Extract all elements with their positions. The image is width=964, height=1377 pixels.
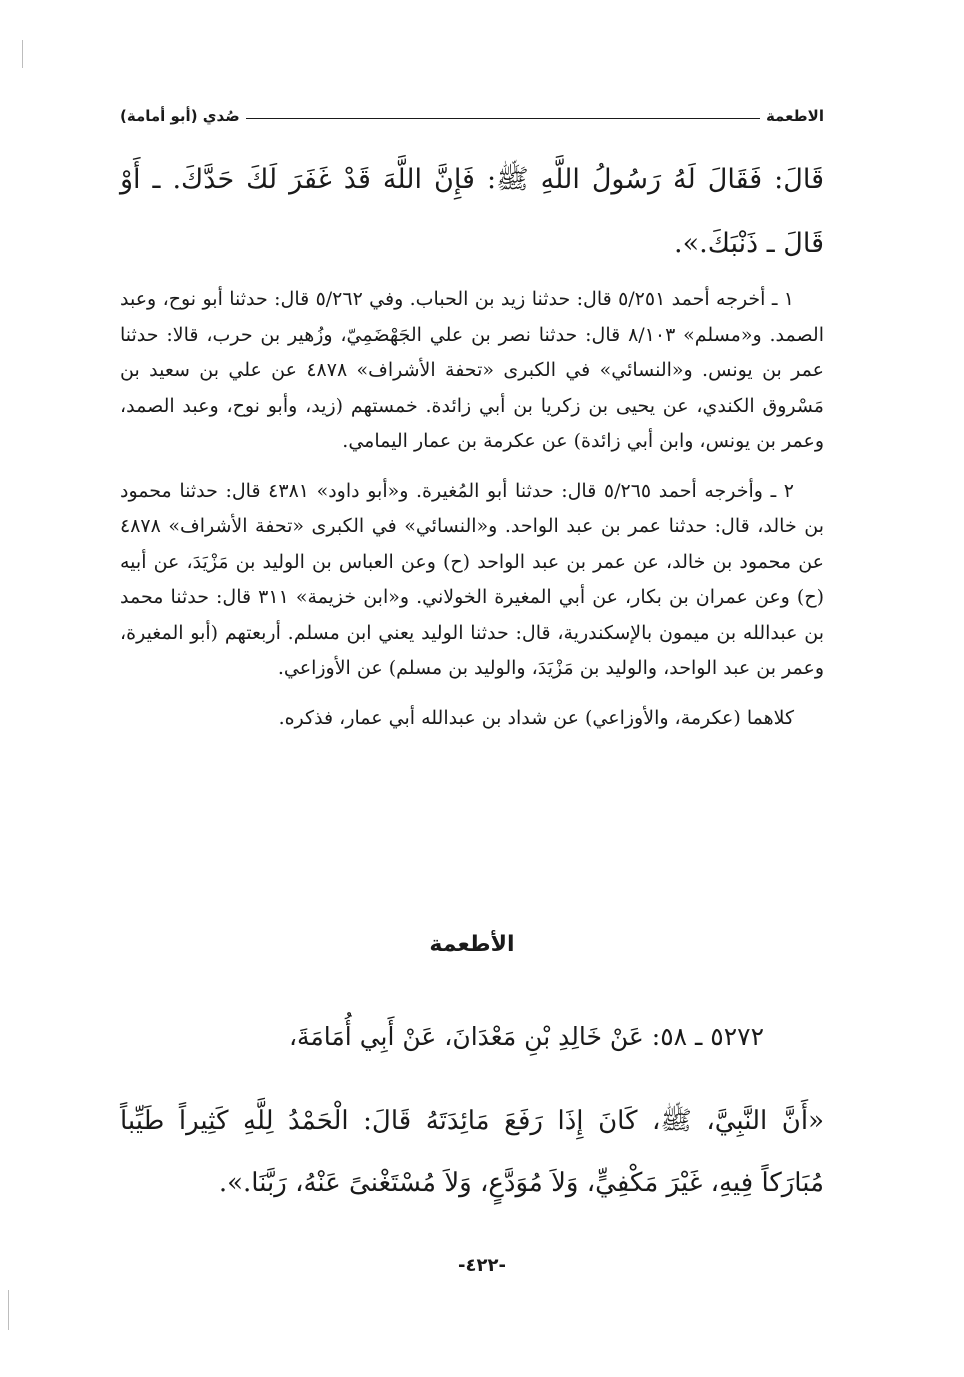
hadith-text: «أَنَّ النَّبِيَّ، ﷺ، كَانَ إِذَا رَفَعَ مَائِدَتَهُ قَالَ: الْحَمْدُ لِلَّهِ كَثِيراً طَيِّباً مُبَارَكاً فِيهِ، غَيْرَ مَكْفِيٍّ، وَلاَ مُوَدَّعٍ، وَلاَ مُسْتَغْنىً عَنْهُ، رَبَّنَا.». xyxy=(120,1106,824,1198)
scan-edge-mark xyxy=(22,40,23,68)
hadith-continuation: قَالَ: فَقَالَ لَهُ رَسُولُ اللَّهِ ﷺ: فَإِنَّ اللَّهَ قَدْ غَفَرَ لَكَ حَدَّكَ. ـ أَوْ قَالَ ـ ذَنْبَكَ.». xyxy=(120,164,824,259)
footnote-2: ٢ ـ وأخرجه أحمد ٥/٢٦٥ قال: حدثنا أبو المُغيرة. و«أبو داود» ٤٣٨١ قال: حدثنا محمود بن خالد، قال: حدثنا عمر بن عبد الواحد. و«النسائي» في الكبرى «تحفة الأشراف» ٤٨٧٨ عن محمود بن خالد، عن عمر بن عبد الواحد (ح) وعن العباس بن الوليد بن مَزْيَدَ، عن أبيه (ح) وعن عمران بن بكار، عن أبي المغيرة الخولاني. و«ابن خزيمة» ٣١١ قال: حدثنا محمد بن عبدالله بن ميمون بالإسكندرية، قال: حدثنا الوليد يعني ابن مسلم. أربعتهم (أبو المغيرة، وعمر بن عبد الواحد، والوليد بن مَزْيَدَ، والوليد بن مسلم) عن الأوزاعي. xyxy=(120,479,824,679)
header-narrator: صُدي (أبو أمامة) xyxy=(120,107,240,125)
footnotes xyxy=(120,282,824,750)
header-rule xyxy=(246,118,760,119)
section-title: الأطعمة xyxy=(429,932,515,957)
page-number: -٤٢٢- xyxy=(458,1255,506,1276)
running-header xyxy=(120,95,824,125)
scan-edge-mark xyxy=(8,1290,9,1330)
header-section-title: الاطعمة xyxy=(765,107,824,125)
hadith-heading: ٥٢٧٢ ـ ٥٨: عَنْ خَالِدِ بْنِ مَعْدَانَ، عَنْ أَبِي أُمَامَةَ، xyxy=(288,1022,764,1051)
footnote-summary: كلاهما (عكرمة، والأوزاعي) عن شداد بن عبدالله أبي عمار، فذكره. xyxy=(278,706,794,729)
footnote-1: ١ ـ أخرجه أحمد ٥/٢٥١ قال: حدثنا زيد بن الحباب. وفي ٥/٢٦٢ قال: حدثنا أبو نوح، وعبد الصمد. و«مسلم» ٨/١٠٣ قال: حدثنا نصر بن علي الجَهْضَمِيّ، وزُهير بن حرب، قالا: حدثنا عمر بن يونس. و«النسائي» في الكبرى «تحفة الأشراف» ٤٨٧٨ عن علي بن سعيد بن مَسْروق الكندي، عن يحيى بن زكريا بن أبي زائدة. خمستهم (زيد، وأبو نوح، وعبد الصمد، وعمر بن يونس، وابن أبي زائدة) عن عكرمة بن عمار اليمامي. xyxy=(120,288,825,452)
